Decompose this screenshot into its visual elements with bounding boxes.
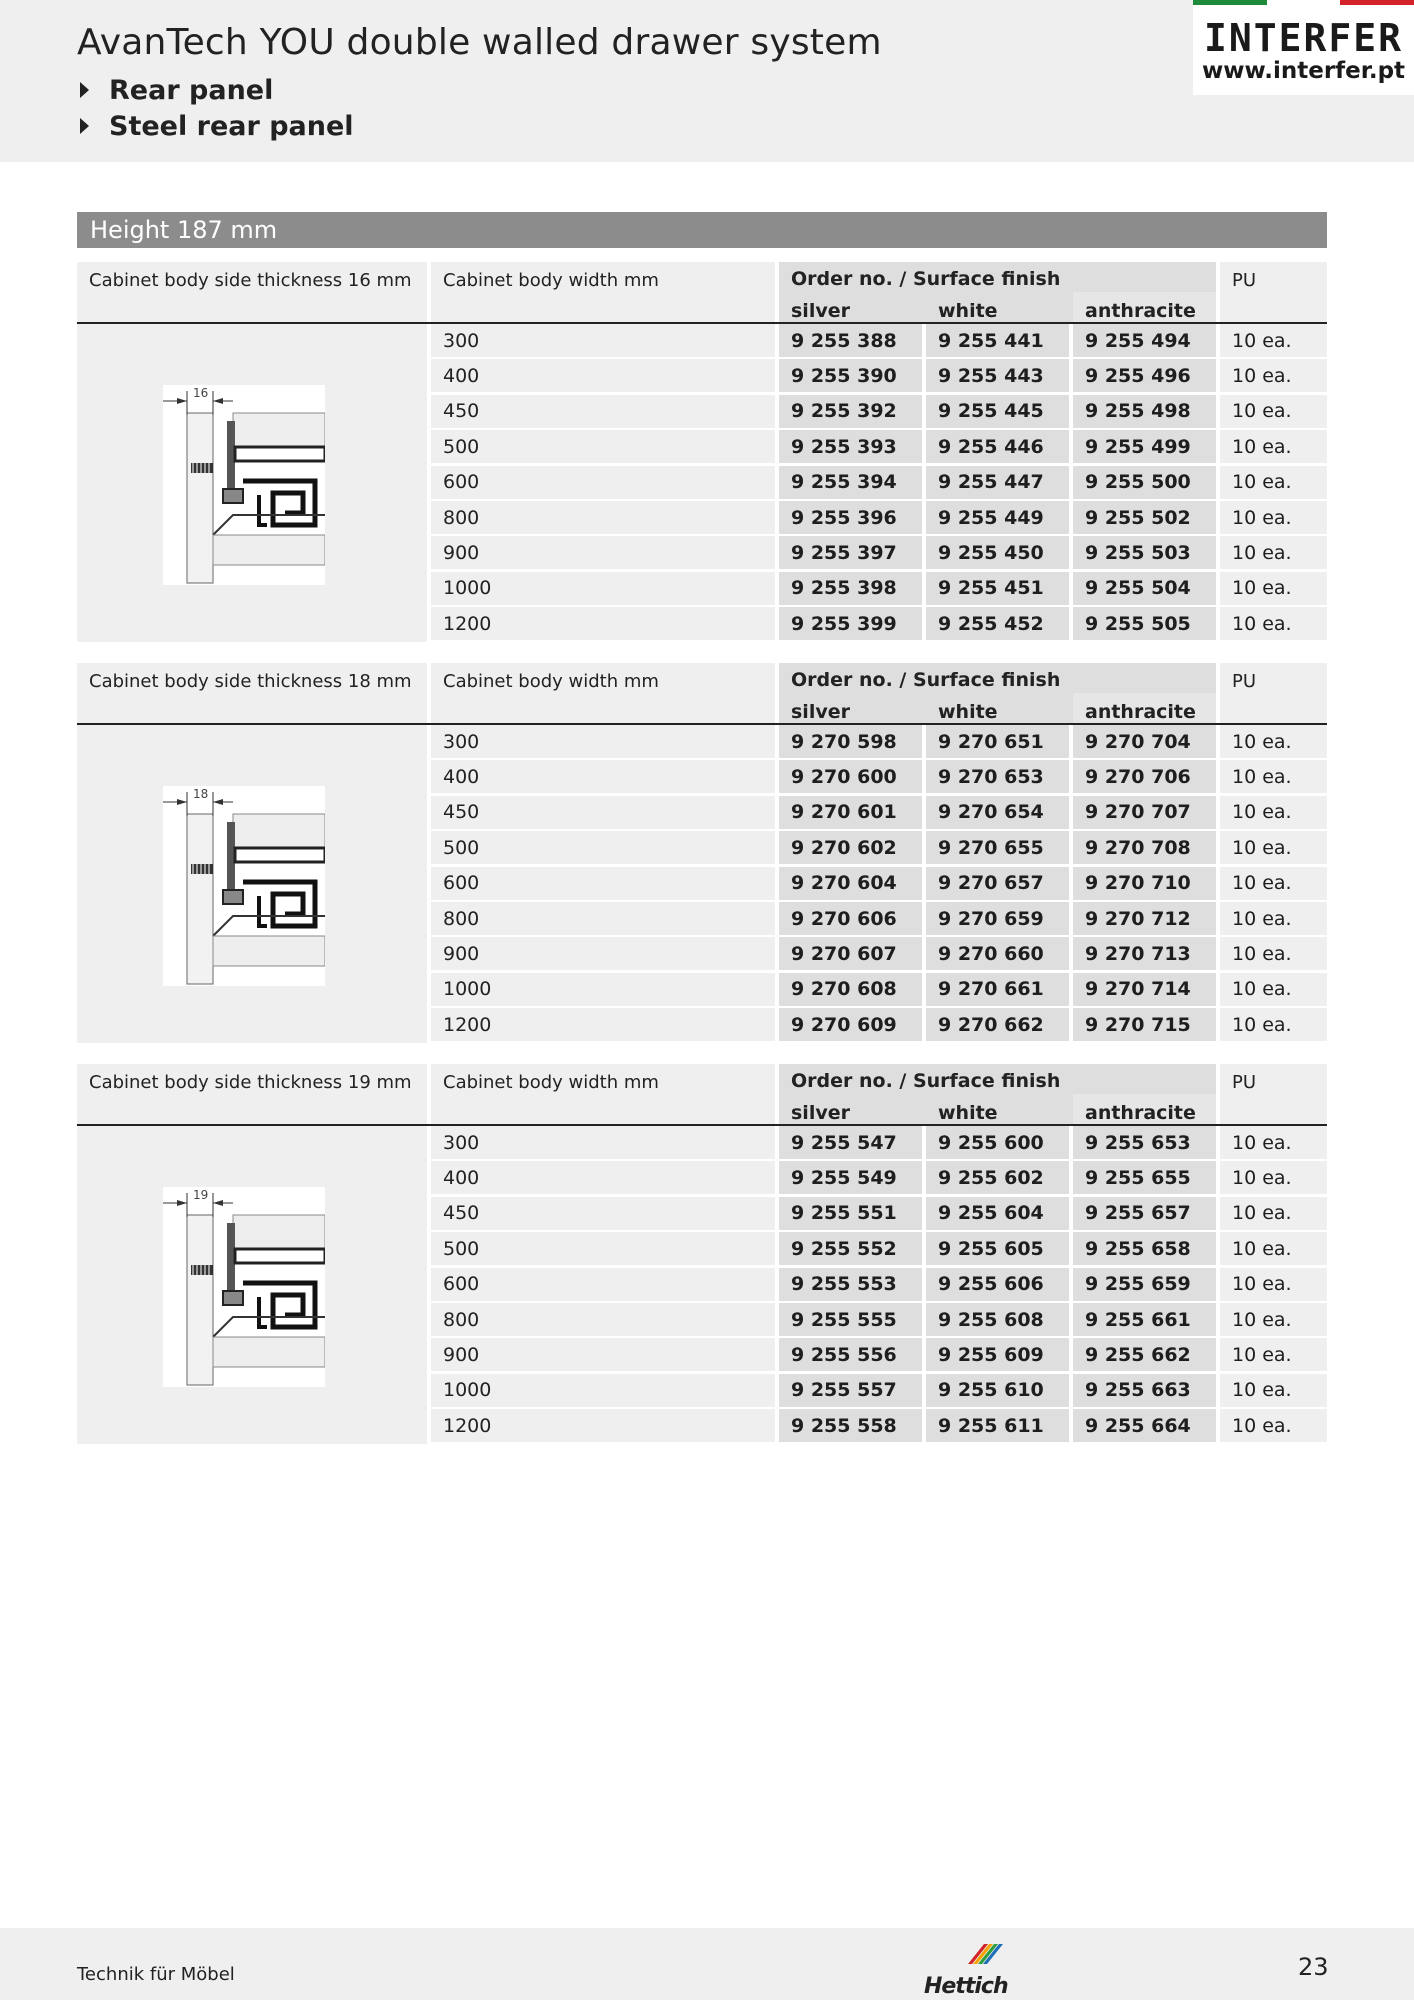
breadcrumb-item-rear-panel	[80, 72, 354, 108]
width-cell: 500	[431, 1232, 775, 1265]
silver-order-cell: 9 270 606	[779, 902, 922, 935]
white-order-cell: 9 270 661	[926, 973, 1069, 1006]
anthracite-order-cell: 9 270 713	[1073, 937, 1216, 970]
product-table-section	[77, 1064, 1327, 1656]
silver-order-cell: 9 270 607	[779, 937, 922, 970]
white-order-cell: 9 255 605	[926, 1232, 1069, 1265]
finish-white-header: white	[938, 701, 998, 723]
finish-silver-header: silver	[791, 300, 850, 322]
table-row	[77, 902, 1327, 937]
pu-cell: 10 ea.	[1220, 1008, 1327, 1041]
footer-tagline: Technik für Möbel	[77, 1964, 235, 1985]
width-cell: 800	[431, 1303, 775, 1336]
table-row	[77, 1197, 1327, 1232]
width-cell: 900	[431, 1338, 775, 1371]
table-row	[77, 867, 1327, 902]
table-row	[77, 1161, 1327, 1196]
anthracite-order-cell: 9 255 496	[1073, 359, 1216, 392]
table-row	[77, 536, 1327, 571]
table-row	[77, 831, 1327, 866]
order-header-label: Order no. / Surface finish	[791, 1070, 1061, 1092]
anthracite-order-cell: 9 255 498	[1073, 395, 1216, 428]
table-row	[77, 1268, 1327, 1303]
silver-order-cell: 9 255 558	[779, 1409, 922, 1442]
table-row	[77, 973, 1327, 1008]
white-order-cell: 9 270 657	[926, 867, 1069, 900]
width-cell: 1200	[431, 1008, 775, 1041]
logo-url: www.interfer.pt	[1201, 58, 1406, 84]
width-column-header: Cabinet body width mm	[431, 663, 775, 723]
silver-order-cell: 9 270 601	[779, 796, 922, 829]
table-row	[77, 572, 1327, 607]
pu-cell: 10 ea.	[1220, 760, 1327, 793]
pu-column-header: PU	[1220, 262, 1327, 322]
silver-order-cell: 9 270 604	[779, 867, 922, 900]
anthracite-order-cell: 9 255 658	[1073, 1232, 1216, 1265]
width-cell: 1000	[431, 1374, 775, 1407]
silver-order-cell: 9 255 547	[779, 1126, 922, 1159]
triangle-right-icon	[80, 82, 89, 98]
silver-order-cell: 9 255 388	[779, 324, 922, 357]
finish-silver-header: silver	[791, 1102, 850, 1124]
anthracite-order-cell: 9 255 661	[1073, 1303, 1216, 1336]
breadcrumb-label: Steel rear panel	[109, 110, 354, 142]
brand-name: Hettich	[924, 1974, 1008, 1999]
pu-cell: 10 ea.	[1220, 937, 1327, 970]
finish-silver-header: silver	[791, 701, 850, 723]
white-order-cell: 9 255 446	[926, 430, 1069, 463]
width-cell: 500	[431, 831, 775, 864]
table-row	[77, 359, 1327, 394]
finish-white-header: white	[938, 300, 998, 322]
white-order-cell: 9 270 659	[926, 902, 1069, 935]
thickness-label: Cabinet body side thickness 16 mm	[77, 262, 427, 322]
order-header-label: Order no. / Surface finish	[791, 268, 1061, 290]
table-row	[77, 466, 1327, 501]
white-order-cell: 9 255 609	[926, 1338, 1069, 1371]
silver-order-cell: 9 255 553	[779, 1268, 922, 1301]
page-header	[0, 0, 1414, 162]
pu-cell: 10 ea.	[1220, 1268, 1327, 1301]
diagram-dimension: 18	[193, 787, 209, 801]
pu-cell: 10 ea.	[1220, 1303, 1327, 1336]
page-title: AvanTech YOU double walled drawer system	[77, 22, 882, 63]
pu-cell: 10 ea.	[1220, 902, 1327, 935]
table-row	[77, 1126, 1327, 1161]
finish-anthracite-header: anthracite	[1085, 701, 1196, 723]
pu-cell: 10 ea.	[1220, 466, 1327, 499]
anthracite-order-cell: 9 255 494	[1073, 324, 1216, 357]
table-row	[77, 1232, 1327, 1267]
silver-order-cell: 9 255 551	[779, 1197, 922, 1230]
breadcrumb	[80, 72, 354, 144]
white-order-cell: 9 255 451	[926, 572, 1069, 605]
finish-anthracite-header: anthracite	[1085, 300, 1196, 322]
table-row	[77, 1374, 1327, 1409]
table-row	[77, 501, 1327, 536]
width-cell: 400	[431, 359, 775, 392]
pu-cell: 10 ea.	[1220, 536, 1327, 569]
width-cell: 600	[431, 1268, 775, 1301]
white-order-cell: 9 270 653	[926, 760, 1069, 793]
hettich-stripes-icon	[928, 1942, 1008, 1968]
table-row	[77, 760, 1327, 795]
anthracite-order-cell: 9 255 664	[1073, 1409, 1216, 1442]
pu-cell: 10 ea.	[1220, 1409, 1327, 1442]
width-cell: 800	[431, 501, 775, 534]
silver-order-cell: 9 255 557	[779, 1374, 922, 1407]
table-row	[77, 1303, 1327, 1338]
table-row	[77, 796, 1327, 831]
order-header-label: Order no. / Surface finish	[791, 669, 1061, 691]
width-cell: 1000	[431, 973, 775, 1006]
anthracite-order-cell: 9 255 662	[1073, 1338, 1216, 1371]
silver-order-cell: 9 255 549	[779, 1161, 922, 1194]
anthracite-order-cell: 9 270 706	[1073, 760, 1216, 793]
white-order-cell: 9 255 441	[926, 324, 1069, 357]
silver-order-cell: 9 255 392	[779, 395, 922, 428]
anthracite-order-cell: 9 255 505	[1073, 607, 1216, 640]
white-order-cell: 9 255 450	[926, 536, 1069, 569]
page-number: 23	[1298, 1953, 1329, 1981]
diagram-dimension: 19	[193, 1188, 209, 1202]
table-row	[77, 1338, 1327, 1373]
silver-order-cell: 9 255 399	[779, 607, 922, 640]
silver-order-cell: 9 270 608	[779, 973, 922, 1006]
anthracite-order-cell: 9 270 710	[1073, 867, 1216, 900]
pu-cell: 10 ea.	[1220, 973, 1327, 1006]
white-order-cell: 9 255 604	[926, 1197, 1069, 1230]
width-cell: 900	[431, 536, 775, 569]
silver-order-cell: 9 255 556	[779, 1338, 922, 1371]
pu-column-header: PU	[1220, 663, 1327, 723]
table-row	[77, 725, 1327, 760]
width-cell: 600	[431, 867, 775, 900]
white-order-cell: 9 270 660	[926, 937, 1069, 970]
width-cell: 1000	[431, 572, 775, 605]
table-row	[77, 1008, 1327, 1043]
table-row	[77, 324, 1327, 359]
silver-order-cell: 9 270 598	[779, 725, 922, 758]
width-cell: 450	[431, 395, 775, 428]
white-order-cell: 9 255 449	[926, 501, 1069, 534]
white-order-cell: 9 255 611	[926, 1409, 1069, 1442]
table-row	[77, 607, 1327, 642]
silver-order-cell: 9 255 396	[779, 501, 922, 534]
width-cell: 1200	[431, 1409, 775, 1442]
width-cell: 450	[431, 1197, 775, 1230]
page-footer	[0, 1928, 1414, 2000]
table-row	[77, 1409, 1327, 1444]
white-order-cell: 9 270 655	[926, 831, 1069, 864]
white-order-cell: 9 255 452	[926, 607, 1069, 640]
width-cell: 400	[431, 760, 775, 793]
width-cell: 400	[431, 1161, 775, 1194]
table-row	[77, 430, 1327, 465]
white-order-cell: 9 255 443	[926, 359, 1069, 392]
width-cell: 1200	[431, 607, 775, 640]
pu-cell: 10 ea.	[1220, 1197, 1327, 1230]
silver-order-cell: 9 255 393	[779, 430, 922, 463]
pu-cell: 10 ea.	[1220, 430, 1327, 463]
silver-order-cell: 9 255 555	[779, 1303, 922, 1336]
pu-cell: 10 ea.	[1220, 1338, 1327, 1371]
anthracite-order-cell: 9 270 708	[1073, 831, 1216, 864]
pu-cell: 10 ea.	[1220, 1232, 1327, 1265]
pu-cell: 10 ea.	[1220, 572, 1327, 605]
silver-order-cell: 9 270 602	[779, 831, 922, 864]
pu-cell: 10 ea.	[1220, 1374, 1327, 1407]
anthracite-order-cell: 9 255 655	[1073, 1161, 1216, 1194]
breadcrumb-label: Rear panel	[109, 74, 274, 106]
anthracite-order-cell: 9 270 712	[1073, 902, 1216, 935]
silver-order-cell: 9 255 398	[779, 572, 922, 605]
finish-white-header: white	[938, 1102, 998, 1124]
silver-order-cell: 9 255 397	[779, 536, 922, 569]
pu-cell: 10 ea.	[1220, 324, 1327, 357]
anthracite-order-cell: 9 270 714	[1073, 973, 1216, 1006]
white-order-cell: 9 255 606	[926, 1268, 1069, 1301]
table-row	[77, 937, 1327, 972]
white-order-cell: 9 255 447	[926, 466, 1069, 499]
anthracite-order-cell: 9 255 503	[1073, 536, 1216, 569]
anthracite-order-cell: 9 255 659	[1073, 1268, 1216, 1301]
pu-cell: 10 ea.	[1220, 395, 1327, 428]
table-row	[77, 395, 1327, 430]
white-order-cell: 9 255 602	[926, 1161, 1069, 1194]
anthracite-order-cell: 9 255 653	[1073, 1126, 1216, 1159]
white-order-cell: 9 255 600	[926, 1126, 1069, 1159]
anthracite-order-cell: 9 270 715	[1073, 1008, 1216, 1041]
width-cell: 900	[431, 937, 775, 970]
white-order-cell: 9 255 445	[926, 395, 1069, 428]
width-cell: 500	[431, 430, 775, 463]
diagram-dimension: 16	[193, 386, 209, 400]
interfer-logo	[1193, 0, 1414, 95]
pu-column-header: PU	[1220, 1064, 1327, 1124]
width-cell: 300	[431, 1126, 775, 1159]
anthracite-order-cell: 9 255 657	[1073, 1197, 1216, 1230]
silver-order-cell: 9 255 390	[779, 359, 922, 392]
logo-name: INTERFER	[1203, 16, 1404, 60]
width-cell: 300	[431, 725, 775, 758]
white-order-cell: 9 270 651	[926, 725, 1069, 758]
anthracite-order-cell: 9 270 707	[1073, 796, 1216, 829]
flag-stripe-icon	[1193, 0, 1414, 5]
thickness-label: Cabinet body side thickness 18 mm	[77, 663, 427, 723]
finish-anthracite-header: anthracite	[1085, 1102, 1196, 1124]
anthracite-order-cell: 9 255 500	[1073, 466, 1216, 499]
anthracite-order-cell: 9 255 504	[1073, 572, 1216, 605]
pu-cell: 10 ea.	[1220, 607, 1327, 640]
pu-cell: 10 ea.	[1220, 1126, 1327, 1159]
pu-cell: 10 ea.	[1220, 867, 1327, 900]
anthracite-order-cell: 9 255 499	[1073, 430, 1216, 463]
width-cell: 450	[431, 796, 775, 829]
width-cell: 300	[431, 324, 775, 357]
anthracite-order-cell: 9 255 502	[1073, 501, 1216, 534]
pu-cell: 10 ea.	[1220, 1161, 1327, 1194]
silver-order-cell: 9 270 600	[779, 760, 922, 793]
white-order-cell: 9 270 662	[926, 1008, 1069, 1041]
width-cell: 800	[431, 902, 775, 935]
breadcrumb-item-steel-rear-panel	[80, 108, 354, 144]
pu-cell: 10 ea.	[1220, 831, 1327, 864]
pu-cell: 10 ea.	[1220, 796, 1327, 829]
anthracite-order-cell: 9 255 663	[1073, 1374, 1216, 1407]
anthracite-order-cell: 9 270 704	[1073, 725, 1216, 758]
thickness-label: Cabinet body side thickness 19 mm	[77, 1064, 427, 1124]
height-heading: Height 187 mm	[77, 212, 1327, 248]
silver-order-cell: 9 270 609	[779, 1008, 922, 1041]
pu-cell: 10 ea.	[1220, 501, 1327, 534]
silver-order-cell: 9 255 552	[779, 1232, 922, 1265]
pu-cell: 10 ea.	[1220, 725, 1327, 758]
white-order-cell: 9 255 608	[926, 1303, 1069, 1336]
white-order-cell: 9 270 654	[926, 796, 1069, 829]
width-column-header: Cabinet body width mm	[431, 1064, 775, 1124]
white-order-cell: 9 255 610	[926, 1374, 1069, 1407]
width-column-header: Cabinet body width mm	[431, 262, 775, 322]
silver-order-cell: 9 255 394	[779, 466, 922, 499]
pu-cell: 10 ea.	[1220, 359, 1327, 392]
width-cell: 600	[431, 466, 775, 499]
triangle-right-icon	[80, 118, 89, 134]
